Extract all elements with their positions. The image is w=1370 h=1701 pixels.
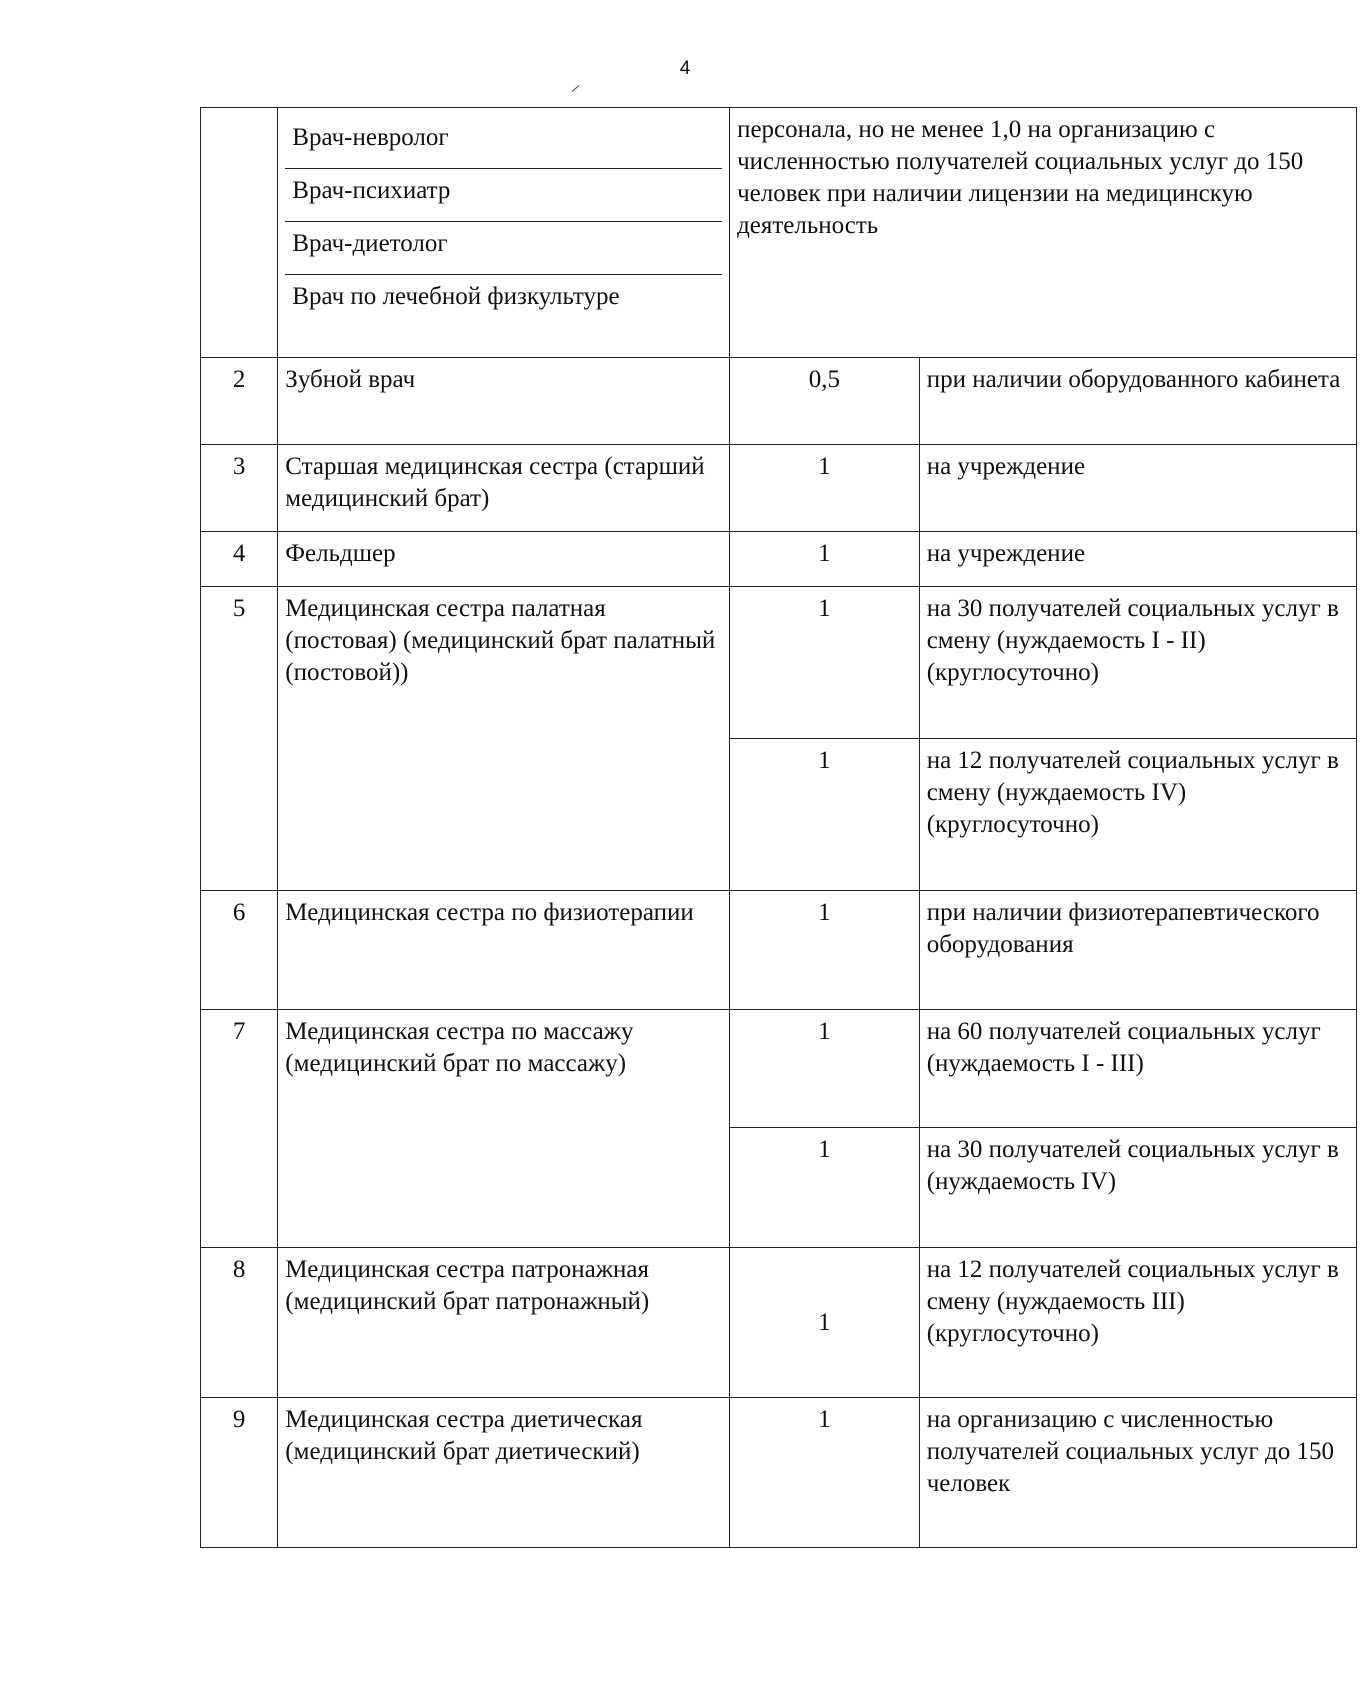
row-number: 3 <box>201 445 278 532</box>
staff-quantity: 1 <box>730 532 920 587</box>
norm-note: на 30 получателей социальных услуг в смену (нуждаемость I - II) (круглосуточно) <box>919 587 1356 739</box>
position-name: Медицинская сестра патронажная (медицинский брат патронажный) <box>278 1248 730 1398</box>
staff-quantity: 1 <box>730 739 920 891</box>
table-row <box>201 445 1357 532</box>
row-number: 9 <box>201 1398 278 1548</box>
staff-quantity: 1 <box>730 891 920 1010</box>
staffing-table <box>200 107 1357 1548</box>
row-number: 2 <box>201 358 278 445</box>
norm-note: на учреждение <box>919 445 1356 532</box>
position-name: Врач по лечебной физкультуре <box>292 283 620 310</box>
norm-note: при наличии физиотерапевтического оборудования <box>919 891 1356 1010</box>
norm-note: на 60 получателей социальных услуг (нуждаемость I - III) <box>919 1010 1356 1128</box>
row-number: 4 <box>201 532 278 587</box>
shared-norm-cell: персонала, но не менее 1,0 на организацию с численностью получателей социальных услуг до 150 человек при наличии лицензии на медицинскую деятельность <box>730 108 1357 358</box>
position-name: Медицинская сестра по массажу (медицинский брат по массажу) <box>278 1010 730 1248</box>
table-row <box>201 1398 1357 1548</box>
position-name: Старшая медицинская сестра (старший медицинский брат) <box>278 445 730 532</box>
norm-note: при наличии оборудованного кабинета <box>919 358 1356 445</box>
position-name: Медицинская сестра диетическая (медицинский брат диетический) <box>278 1398 730 1548</box>
table-row <box>201 358 1357 445</box>
position-name: Врач-диетолог <box>285 222 722 275</box>
position-name: Медицинская сестра по физиотерапии <box>278 891 730 1010</box>
row-number: 6 <box>201 891 278 1010</box>
norm-note: на 12 получателей социальных услуг в смену (нуждаемость III) (круглосуточно) <box>919 1248 1356 1398</box>
norm-note: на организацию с численностью получателей социальных услуг до 150 человек <box>919 1398 1356 1548</box>
row-number-cell <box>201 108 278 358</box>
table-row <box>201 108 1357 358</box>
page-number: 4 <box>679 58 691 79</box>
staff-quantity: 1 <box>730 587 920 739</box>
staff-quantity: 1 <box>730 445 920 532</box>
row-number: 7 <box>201 1010 278 1248</box>
row-number: 8 <box>201 1248 278 1398</box>
staff-quantity: 1 <box>730 1248 920 1398</box>
position-name: Медицинская сестра палатная (постовая) (медицинский брат палатный (постовой)) <box>278 587 730 891</box>
norm-note: на 12 получателей социальных услуг в смену (нуждаемость IV) (круглосуточно) <box>919 739 1356 891</box>
staff-quantity: 1 <box>730 1010 920 1128</box>
row-number: 5 <box>201 587 278 891</box>
position-name: Врач-психиатр <box>285 169 722 222</box>
position-name: Фельдшер <box>278 532 730 587</box>
table-row <box>201 587 1357 739</box>
position-group-cell <box>278 108 730 358</box>
position-name: Зубной врач <box>278 358 730 445</box>
staff-quantity: 0,5 <box>730 358 920 445</box>
staff-quantity: 1 <box>730 1128 920 1248</box>
table-row <box>201 1248 1357 1398</box>
staff-quantity: 1 <box>730 1398 920 1548</box>
scan-mark <box>572 85 580 92</box>
norm-note: на учреждение <box>919 532 1356 587</box>
table-row <box>201 1010 1357 1128</box>
norm-note: на 30 получателей социальных услуг в (нуждаемость IV) <box>919 1128 1356 1248</box>
position-name: Врач-невролог <box>285 114 722 169</box>
table-row <box>201 532 1357 587</box>
table-row <box>201 891 1357 1010</box>
